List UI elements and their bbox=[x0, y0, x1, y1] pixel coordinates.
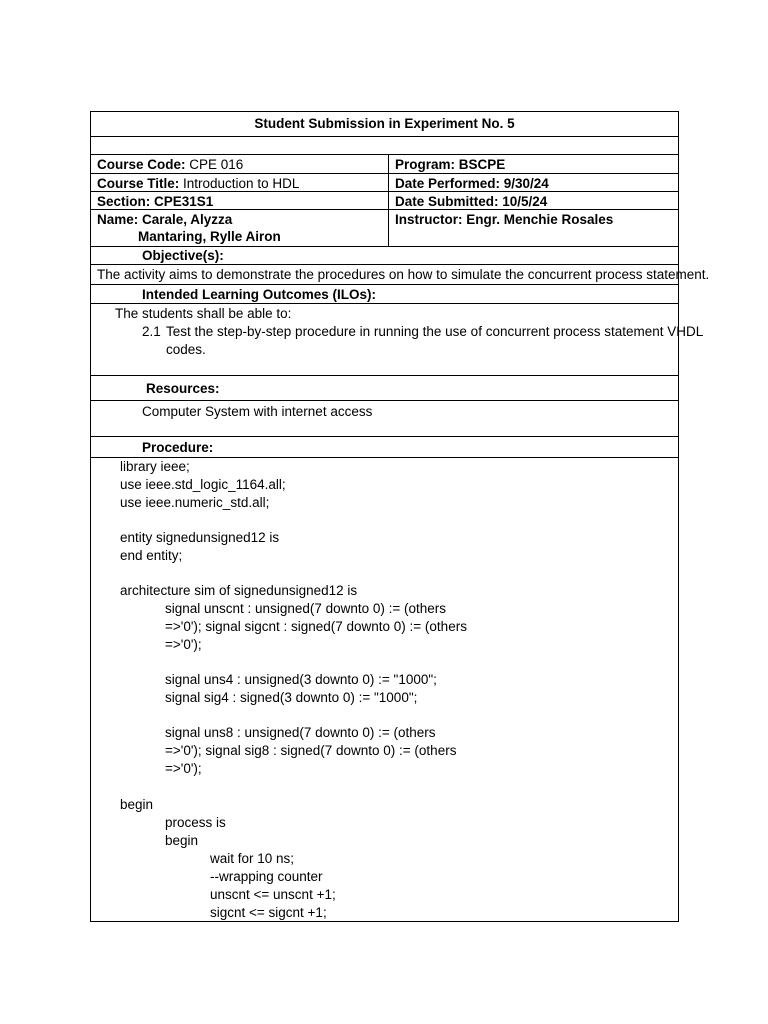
code-line: sigcnt <= sigcnt +1; bbox=[210, 905, 327, 920]
objectives-heading: Objective(s): bbox=[142, 248, 224, 263]
name-row bbox=[91, 210, 678, 247]
section-row bbox=[91, 192, 678, 210]
code-line: unscnt <= unscnt +1; bbox=[210, 887, 336, 902]
code-line: signal unscnt : unsigned(7 downto 0) := (others bbox=[165, 601, 447, 616]
resources-heading: Resources: bbox=[146, 381, 220, 396]
code-line: process is bbox=[165, 815, 226, 830]
objective-text-row bbox=[91, 265, 710, 285]
code-line: signal sig4 : signed(3 downto 0) := "1000"; bbox=[165, 690, 418, 705]
course-code-value: CPE 016 bbox=[185, 157, 244, 172]
resources-text-row bbox=[91, 401, 678, 437]
instructor-cell: Instructor: Engr. Menchie Rosales bbox=[395, 212, 614, 227]
code-line: =>'0'); signal sig8 : signed(7 downto 0) := (others bbox=[165, 743, 457, 758]
procedure-heading-row bbox=[91, 437, 678, 458]
objectives-heading-row bbox=[91, 247, 678, 265]
name-cell bbox=[91, 210, 389, 246]
ilo-item-line-2: codes. bbox=[166, 342, 206, 357]
code-line: =>'0'); bbox=[165, 761, 202, 776]
ilo-item-number: 2.1 bbox=[142, 324, 161, 339]
course-code-row bbox=[91, 155, 678, 174]
code-line: entity signedunsigned12 is bbox=[120, 530, 280, 545]
code-line: begin bbox=[120, 797, 154, 812]
procedure-code-block bbox=[91, 458, 678, 921]
code-line: =>'0'); bbox=[165, 637, 202, 652]
code-line: =>'0'); signal sigcnt : signed(7 downto 0) := (others bbox=[165, 619, 467, 634]
course-title-value: Introduction to HDL bbox=[179, 176, 300, 191]
code-line: use ieee.numeric_std.all; bbox=[120, 495, 270, 510]
code-line: library ieee; bbox=[120, 459, 190, 474]
code-line: end entity; bbox=[120, 548, 183, 563]
name-line-2: Mantaring, Rylle Airon bbox=[138, 229, 281, 244]
code-line: architecture sim of signedunsigned12 is bbox=[120, 583, 358, 598]
program-cell: Program: BSCPE bbox=[395, 157, 506, 172]
code-line: --wrapping counter bbox=[210, 869, 323, 884]
name-line-1: Name: Carale, Alyzza bbox=[97, 212, 233, 227]
ilo-intro: The students shall be able to: bbox=[115, 306, 292, 321]
submission-form bbox=[90, 111, 710, 922]
code-line: use ieee.std_logic_1164.all; bbox=[120, 477, 286, 492]
course-code-cell bbox=[91, 155, 389, 173]
date-performed-cell: Date Performed: 9/30/24 bbox=[395, 176, 549, 191]
document-title: Student Submission in Experiment No. 5 bbox=[254, 116, 515, 131]
course-title-cell bbox=[91, 174, 389, 191]
course-title-label: Course Title: bbox=[97, 176, 180, 191]
code-line: signal uns8 : unsigned(7 downto 0) := (others bbox=[165, 725, 436, 740]
resources-heading-row bbox=[91, 376, 678, 401]
spacer-row bbox=[91, 137, 678, 155]
title-row bbox=[91, 112, 678, 137]
code-line: signal uns4 : unsigned(3 downto 0) := "1000"; bbox=[165, 672, 437, 687]
ilo-heading: Intended Learning Outcomes (ILOs): bbox=[142, 287, 377, 302]
course-code-label: Course Code: bbox=[97, 157, 186, 172]
date-submitted-cell: Date Submitted: 10/5/24 bbox=[395, 194, 548, 209]
objective-text: The activity aims to demonstrate the procedures on how to simulate the concurrent process statement. bbox=[97, 267, 710, 282]
section-cell: Section: CPE31S1 bbox=[91, 192, 389, 209]
ilo-heading-row bbox=[91, 285, 678, 304]
code-line: begin bbox=[165, 833, 199, 848]
ilo-content-row bbox=[91, 304, 704, 376]
course-title-row bbox=[91, 174, 678, 192]
ilo-item-line-1: Test the step-by-step procedure in running the use of concurrent process statement VHDL bbox=[166, 324, 704, 339]
resources-text: Computer System with internet access bbox=[142, 404, 373, 419]
code-line: wait for 10 ns; bbox=[210, 851, 295, 866]
procedure-heading: Procedure: bbox=[142, 440, 214, 455]
